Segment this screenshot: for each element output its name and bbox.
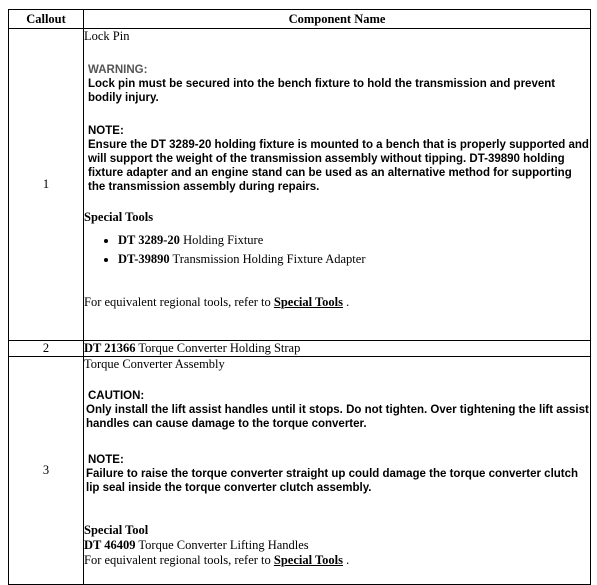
equivalent-suffix: .	[343, 553, 350, 567]
caution-label: CAUTION:	[88, 390, 145, 402]
special-tools-heading: Special Tools	[84, 210, 154, 224]
note-text: Failure to raise the torque converter straight up could damage the torque converter clutch lip seal inside the torque converter clutch assembly.	[86, 468, 579, 494]
warning-text: Lock pin must be secured into the bench fixture to hold the transmission and prevent bodily injury.	[88, 78, 556, 104]
special-tools-link[interactable]: Special Tools	[273, 295, 343, 309]
tool-name: Holding Fixture	[179, 233, 264, 247]
tool-code: DT-39890	[118, 252, 170, 266]
table-row	[9, 341, 591, 357]
tool-name: Torque Converter Lifting Handles	[135, 538, 309, 552]
equivalent-suffix: .	[343, 295, 350, 309]
callout-cell: 2	[9, 341, 84, 357]
callout-cell: 3	[9, 357, 84, 585]
header-row	[9, 10, 591, 29]
table-row	[9, 29, 591, 341]
note-text: Ensure the DT 3289-20 holding fixture is mounted to a bench that is properly supported and will support the weight of the transmission assembly without tipping. DT-39890 holding fixture adapter and an engine stand can be used as an alternative method for supporting the transmission assembly during repairs.	[88, 139, 589, 193]
equivalent-tools-line	[84, 295, 590, 310]
component-name: Torque Converter Holding Strap	[135, 341, 301, 355]
tool-code: DT 46409	[84, 538, 136, 552]
equivalent-tools-line	[84, 553, 590, 568]
component-name: Lock Pin	[84, 29, 130, 43]
note-label: NOTE:	[88, 125, 124, 137]
table-row	[9, 357, 591, 585]
tool-name: Transmission Holding Fixture Adapter	[169, 252, 366, 266]
callout-header: Callout	[9, 10, 84, 29]
tool-code: DT 21366	[84, 341, 136, 355]
component-cell	[84, 357, 591, 585]
component-cell	[84, 29, 591, 341]
callout-cell: 1	[9, 29, 84, 341]
warning-label: WARNING:	[88, 64, 148, 76]
list-item	[118, 231, 590, 250]
caution-text: Only install the lift assist handles until it stops. Do not tighten. Over tightening the lift assist handles can cause damage to the torque converter.	[86, 404, 589, 430]
component-name: Torque Converter Assembly	[84, 357, 225, 371]
component-name-header: Component Name	[84, 10, 591, 29]
note-label: NOTE:	[88, 454, 124, 466]
component-table	[8, 9, 591, 585]
equivalent-prefix: For equivalent regional tools, refer to	[84, 295, 274, 309]
component-cell	[84, 341, 591, 357]
tools-list	[84, 231, 590, 269]
equivalent-prefix: For equivalent regional tools, refer to	[84, 553, 274, 567]
list-item	[118, 250, 590, 269]
special-tool-heading: Special Tool	[84, 523, 149, 537]
tool-code: DT 3289-20	[118, 233, 180, 247]
special-tools-link[interactable]: Special Tools	[273, 553, 343, 567]
